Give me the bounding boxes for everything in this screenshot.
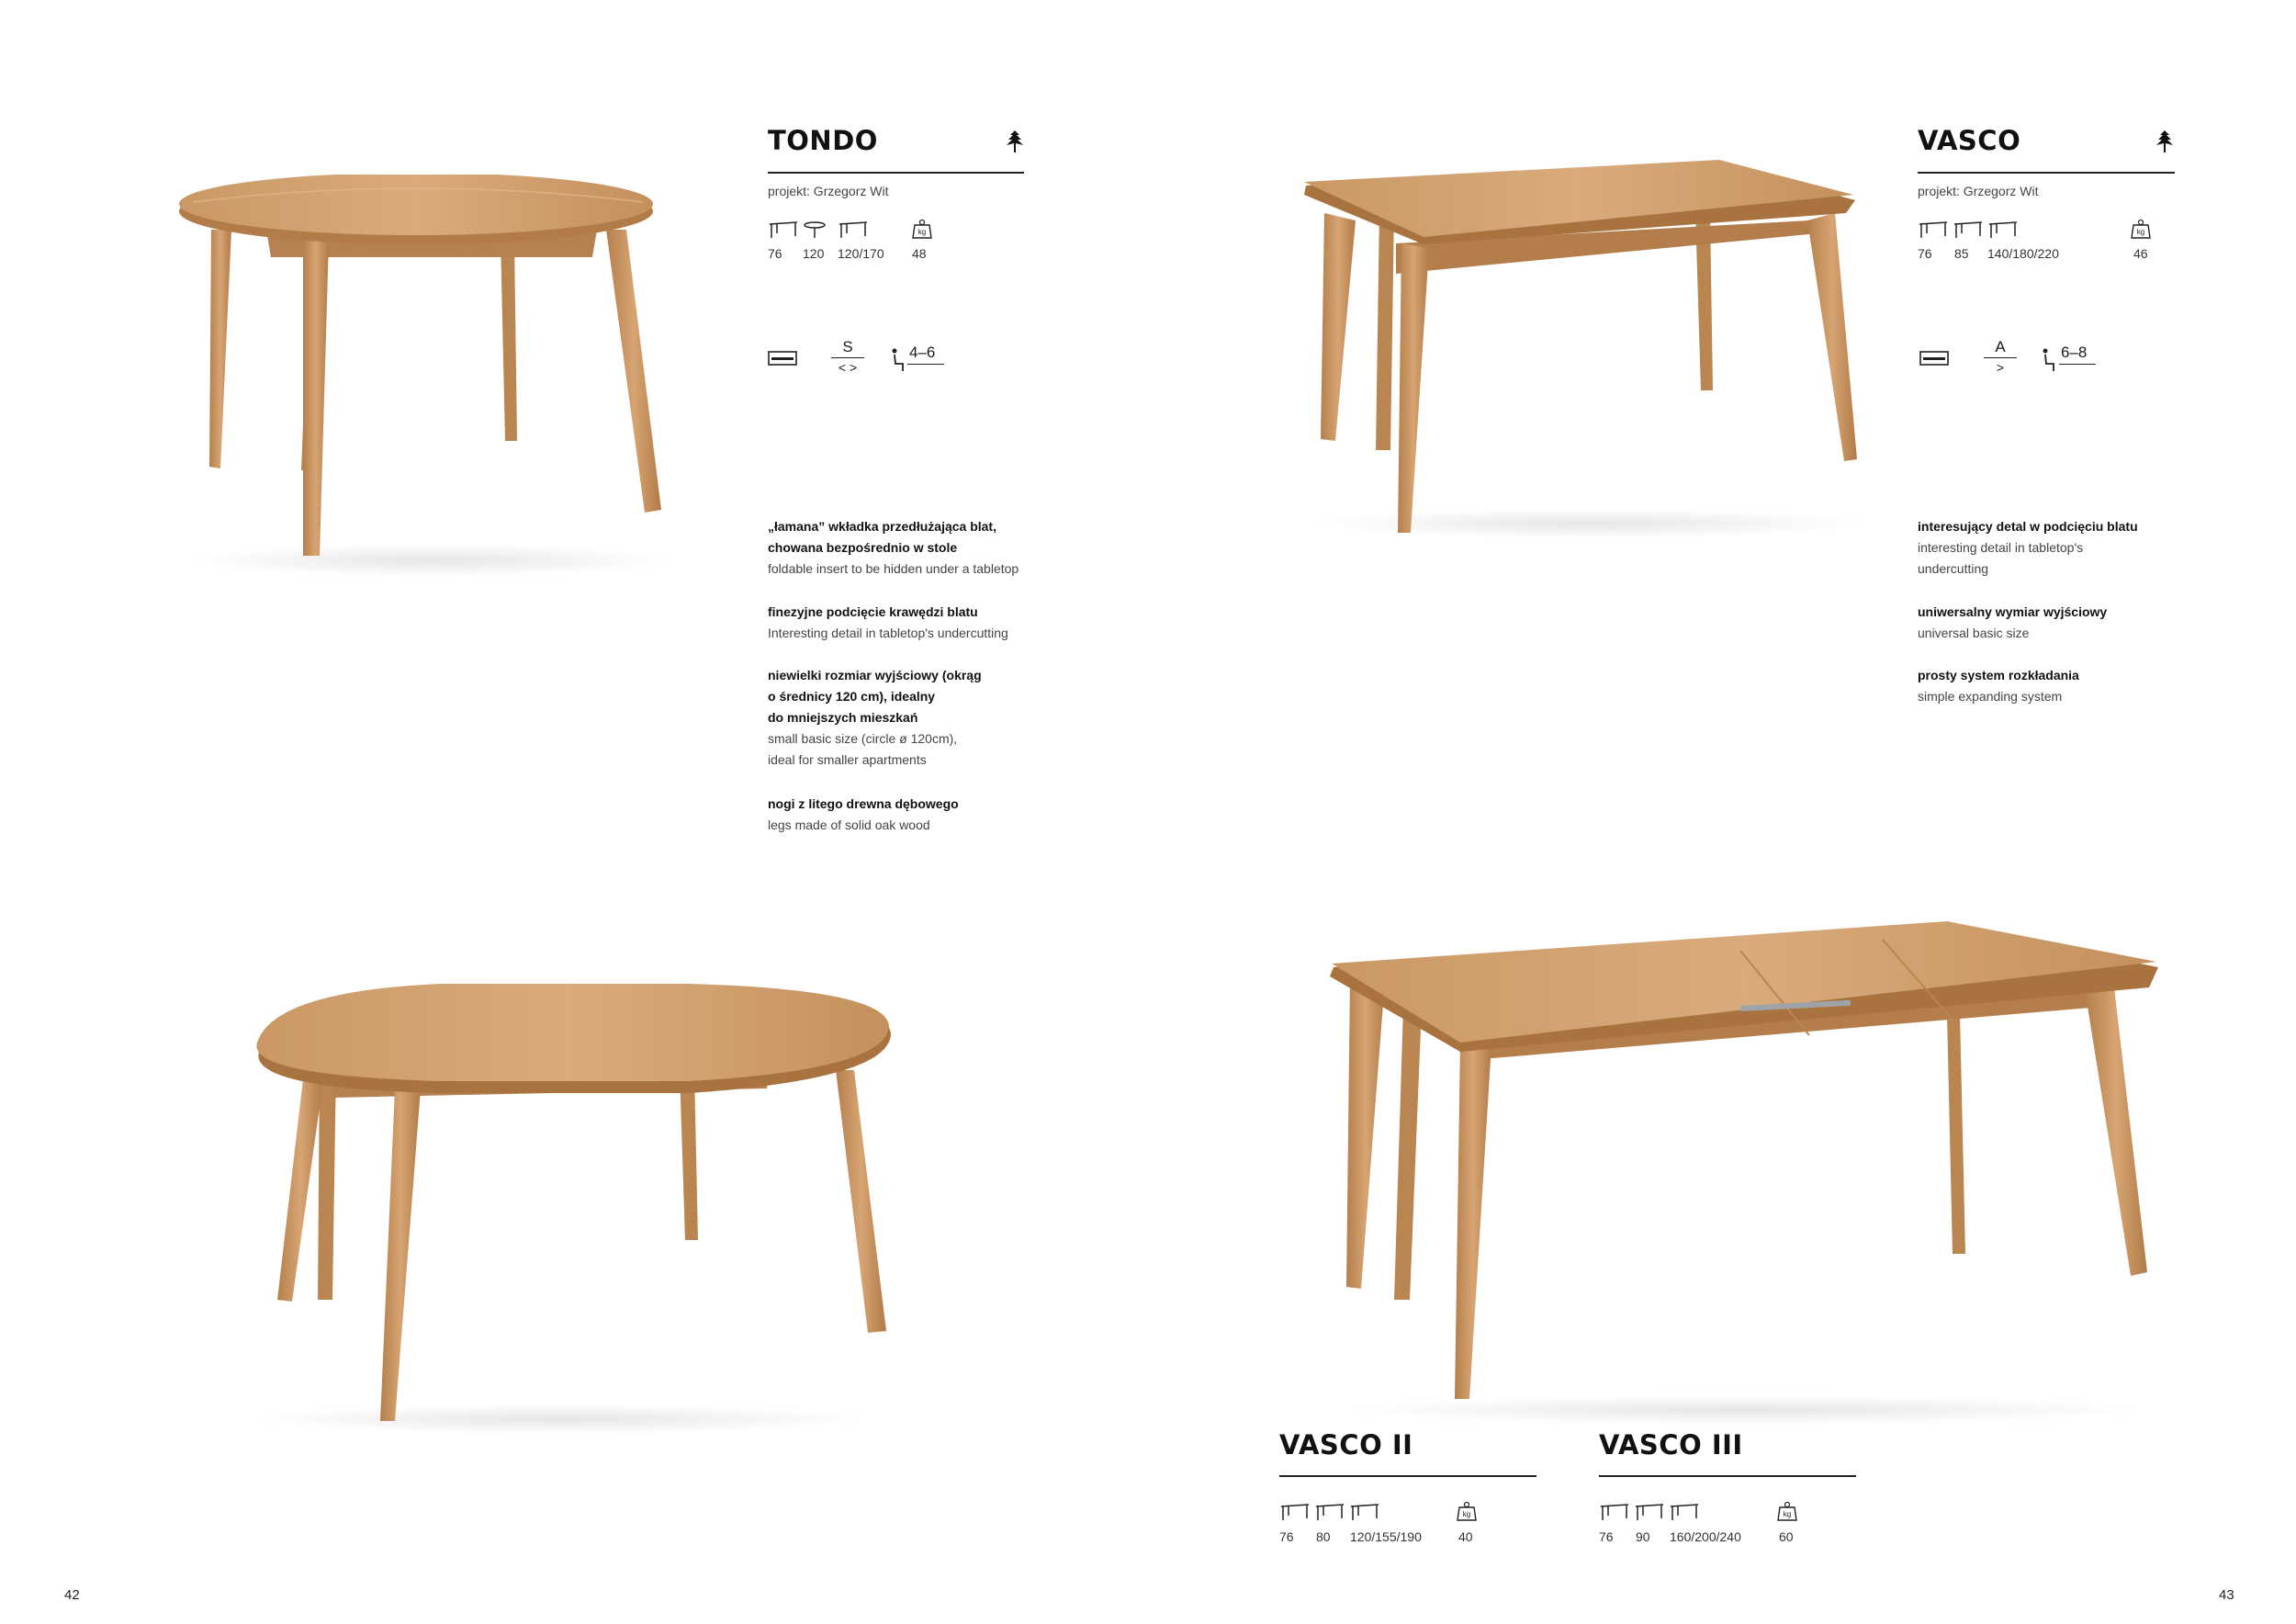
round-table-diameter-icon <box>803 220 827 239</box>
extension-insert-icon <box>1919 349 1949 367</box>
seated-person-icon <box>2042 347 2058 373</box>
table-height-icon <box>1279 1503 1311 1521</box>
vasco-extension-direction: > <box>1996 360 2005 375</box>
vasco-feature: uniwersalny wymiar wyjściowy universal basic size <box>1918 604 2108 640</box>
tondo-height: 76 <box>768 246 782 261</box>
weight-kg-icon <box>1457 1501 1477 1521</box>
tondo-extension-direction: < > <box>838 360 858 375</box>
vasco3-width: 90 <box>1636 1529 1650 1544</box>
tondo-seats-underline <box>907 364 944 365</box>
table-width-icon <box>1634 1503 1665 1521</box>
tondo-feature: nogi z litego drewna dębowego legs made of solid oak wood <box>768 796 959 832</box>
vasco2-title-rule <box>1279 1475 1536 1477</box>
vasco-length: 140/180/220 <box>1987 246 2059 261</box>
svg-text:kg: kg <box>2136 228 2145 236</box>
table-height-icon <box>1599 1503 1630 1521</box>
tondo-title: TONDO <box>768 125 878 156</box>
tondo-extension-code: S <box>842 338 853 355</box>
vasco-photo <box>1295 156 1874 542</box>
svg-text:kg: kg <box>1462 1510 1471 1518</box>
tondo-diameter: 120 <box>803 246 825 261</box>
vasco-extension-divider <box>1984 357 2017 358</box>
vasco2-weight: 40 <box>1458 1529 1473 1544</box>
table-height-icon <box>768 220 799 239</box>
vasco-designer: projekt: Grzegorz Wit <box>1918 184 2039 198</box>
vasco3-length: 160/200/240 <box>1670 1529 1741 1544</box>
tondo-feature: niewielki rozmiar wyjściowy (okrąg o średnicy 120 cm), idealny do mniejszych mieszkań small basic size (circle ø 120cm), ideal for smaller apartments <box>768 668 982 767</box>
tondo-extension-divider <box>831 357 864 358</box>
tondo-feature: „łamana” wkładka przedłużająca blat, chowana bezpośrednio w stole foldable insert to be hidden under a tabletop <box>768 519 1019 576</box>
oak-leaf-icon <box>2155 129 2175 154</box>
table-length-icon <box>1987 220 2019 239</box>
vasco-seats: 6–8 <box>2061 344 2088 361</box>
extension-insert-icon <box>768 349 797 367</box>
oak-leaf-icon <box>1005 129 1025 154</box>
tondo-feature: finezyjne podcięcie krawędzi blatu Interesting detail in tabletop's undercutting <box>768 604 1008 640</box>
vasco2-title: VASCO II <box>1279 1429 1413 1460</box>
vasco-height: 76 <box>1918 246 1932 261</box>
tondo-extended-photo <box>211 978 909 1438</box>
table-length-icon <box>1669 1503 1700 1521</box>
vasco-seats-underline <box>2059 364 2096 365</box>
tondo-weight: 48 <box>912 246 927 261</box>
vasco3-weight: 60 <box>1779 1529 1794 1544</box>
vasco2-height: 76 <box>1279 1529 1294 1544</box>
vasco2-length: 120/155/190 <box>1350 1529 1422 1544</box>
table-length-icon <box>838 220 869 239</box>
vasco-title-rule <box>1918 172 2175 174</box>
table-width-icon <box>1953 220 1984 239</box>
vasco2-width: 80 <box>1316 1529 1331 1544</box>
page-number-right: 43 <box>2219 1587 2234 1603</box>
vasco-extended-photo <box>1322 914 2167 1428</box>
svg-text:kg: kg <box>917 228 927 236</box>
vasco3-title: VASCO III <box>1599 1429 1743 1460</box>
vasco3-height: 76 <box>1599 1529 1614 1544</box>
vasco-extension-code: A <box>1995 338 2006 355</box>
vasco3-title-rule <box>1599 1475 1856 1477</box>
seated-person-icon <box>891 347 907 373</box>
vasco-title: VASCO <box>1918 125 2021 156</box>
vasco-feature: prosty system rozkładania simple expanding system <box>1918 668 2079 704</box>
page-number-left: 42 <box>64 1587 80 1603</box>
table-width-icon <box>1314 1503 1345 1521</box>
weight-kg-icon <box>1777 1501 1797 1521</box>
table-length-icon <box>1349 1503 1380 1521</box>
tondo-title-rule <box>768 172 1024 174</box>
svg-text:kg: kg <box>1783 1510 1792 1518</box>
table-height-icon <box>1918 220 1949 239</box>
tondo-photo <box>174 175 689 579</box>
tondo-length: 120/170 <box>838 246 884 261</box>
vasco-width: 85 <box>1954 246 1969 261</box>
tondo-designer: projekt: Grzegorz Wit <box>768 184 889 198</box>
tondo-seats: 4–6 <box>909 344 936 361</box>
vasco-weight: 46 <box>2133 246 2148 261</box>
weight-kg-icon <box>2131 219 2151 239</box>
weight-kg-icon <box>912 219 932 239</box>
vasco-feature: interesujący detal w podcięciu blatu interesting detail in tabletop's undercutting <box>1918 519 2138 576</box>
